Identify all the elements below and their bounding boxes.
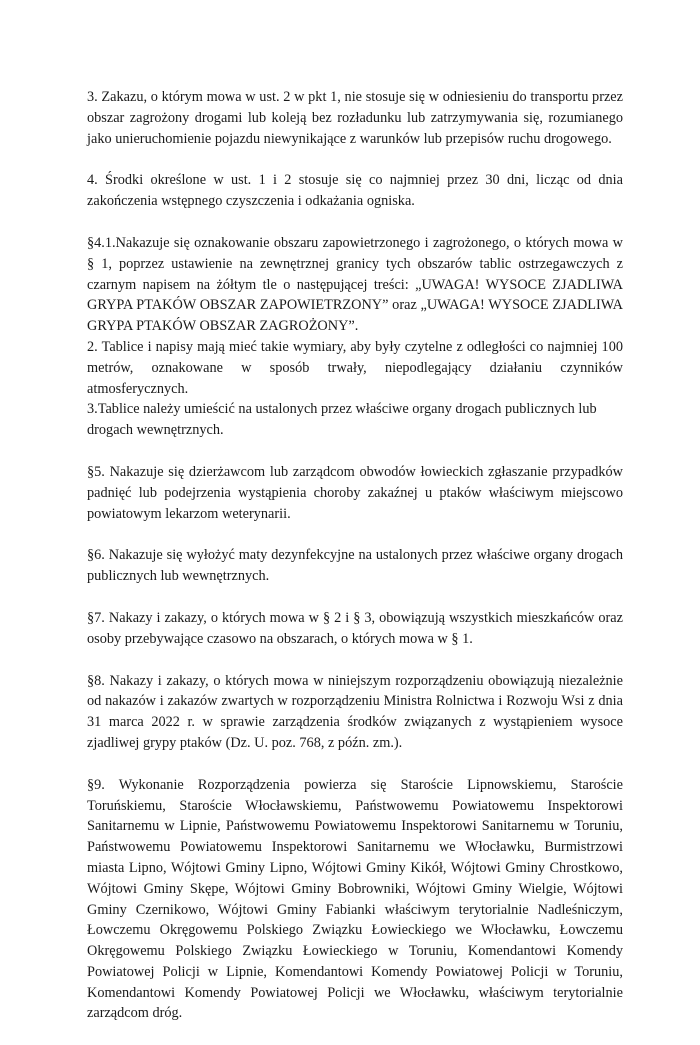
paragraph-4-duration: 4. Środki określone w ust. 1 i 2 stosuje się co najmniej przez 30 dni, licząc od dnia zakończenia wstępnego czyszczenia i odkażania ogniska. [87, 172, 623, 210]
paragraph-s4-3-sign-placement: 3.Tablice należy umieścić na ustalonych przez właściwe organy drogach publicznych lub drogach wewnętrznych. [87, 401, 597, 439]
paragraph-s4-1-signage: §4.1.Nakazuje się oznakowanie obszaru zapowietrzonego i zagrożonego, o których mowa w § 1, poprzez ustawienie na zewnętrznej granicy tych obszarów tablic ostrzegawczych z czarnym napisem na żółtym tle o następującej treści: „UWAGA! WYSOCE ZJADLIWA GRYPA PTAKÓW OBSZAR ZAPOWIETRZONY” oraz „UWAGA! WYSOCE ZJADLIWA GRYPA PTAKÓW OBSZAR ZAGROŻONY”. [87, 234, 623, 335]
paragraph-s5-hunting-reporting: §5. Nakazuje się dzierżawcom lub zarządcom obwodów łowieckich zgłaszanie przypadków padnięć lub podejrzenia wystąpienia choroby zakaźnej u ptaków właściwym miejscowo powiatowym lekarzom weterynarii. [87, 463, 623, 522]
paragraph-3-transport-exemption: 3. Zakazu, o którym mowa w ust. 2 w pkt 1, nie stosuje się w odniesieniu do transportu przez obszar zagrożony drogami lub koleją bez rozładunku lub zatrzymywania się, rozumianego jako unieruchomienie pojazdu niewynikające z warunków lub przepisów ruchu drogowego. [87, 89, 623, 147]
paragraph-s9-execution: §9. Wykonanie Rozporządzenia powierza się Staroście Lipnowskiemu, Staroście Toruńskiemu, Staroście Włocławskiemu, Państwowemu Powiatowemu Inspektorowi Sanitarnemu w Lipnie, Państwowemu Powiatowemu Inspektorowi Sanitarnemu w Toruniu, Państwowemu Powiatowemu Inspektorowi Sanitarnemu we Włocławku, Burmistrzowi miasta Lipno, Wójtowi Gminy Lipno, Wójtowi Gminy Kikół, Wójtowi Gminy Chrostkowo, Wójtowi Gminy Skępe, Wójtowi Gminy Bobrowniki, Wójtowi Gminy Wielgie, Wójtowi Gminy Czernikowo, Wójtowi Gminy Fabianki właściwym terytorialnie Nadleśniczym, Łowczemu Okręgowemu Polskiego Związku Łowieckiego we Włocławku, Łowczemu Okręgowemu Polskiego Związku Łowieckiego w Toruniu, Komendantowi Komendy Powiatowej Policji w Lipnie, Komendantowi Komendy Powiatowej Policji w Toruniu, Komendantowi Komendy Powiatowej Policji we Włocławku, właściwym terytorialnie zarządcom dróg. [87, 776, 623, 1022]
document-page [87, 87, 623, 1045]
paragraph-s8-independence: §8. Nakazy i zakazy, o których mowa w niniejszym rozporządzeniu obowiązują niezależnie od nakazów i zakazów zwartych w rozporządzeniu Ministra Rolnictwa i Rozwoju Wsi z dnia 31 marca 2022 r. w sprawie zarządzenia środków związanych z wystąpieniem wysoce zjadliwej grypy ptaków (Dz. U. poz. 768, z późn. zm.). [87, 672, 623, 751]
paragraph-s7-applicability: §7. Nakazy i zakazy, o których mowa w § 2 i § 3, obowiązują wszystkich mieszkańców oraz osoby przebywające czasowo na obszarach, o których mowa w § 1. [87, 609, 623, 647]
paragraph-s6-disinfection-mats: §6. Nakazuje się wyłożyć maty dezynfekcyjne na ustalonych przez właściwe organy drogach publicznych lub wewnętrznych. [87, 547, 623, 585]
paragraph-s4-2-sign-dimensions: 2. Tablice i napisy mają mieć takie wymiary, aby były czytelne z odległości co najmniej 100 metrów, oznakowane w sposób trwały, niepodlegający działaniu czynników atmosferycznych. [87, 338, 623, 397]
